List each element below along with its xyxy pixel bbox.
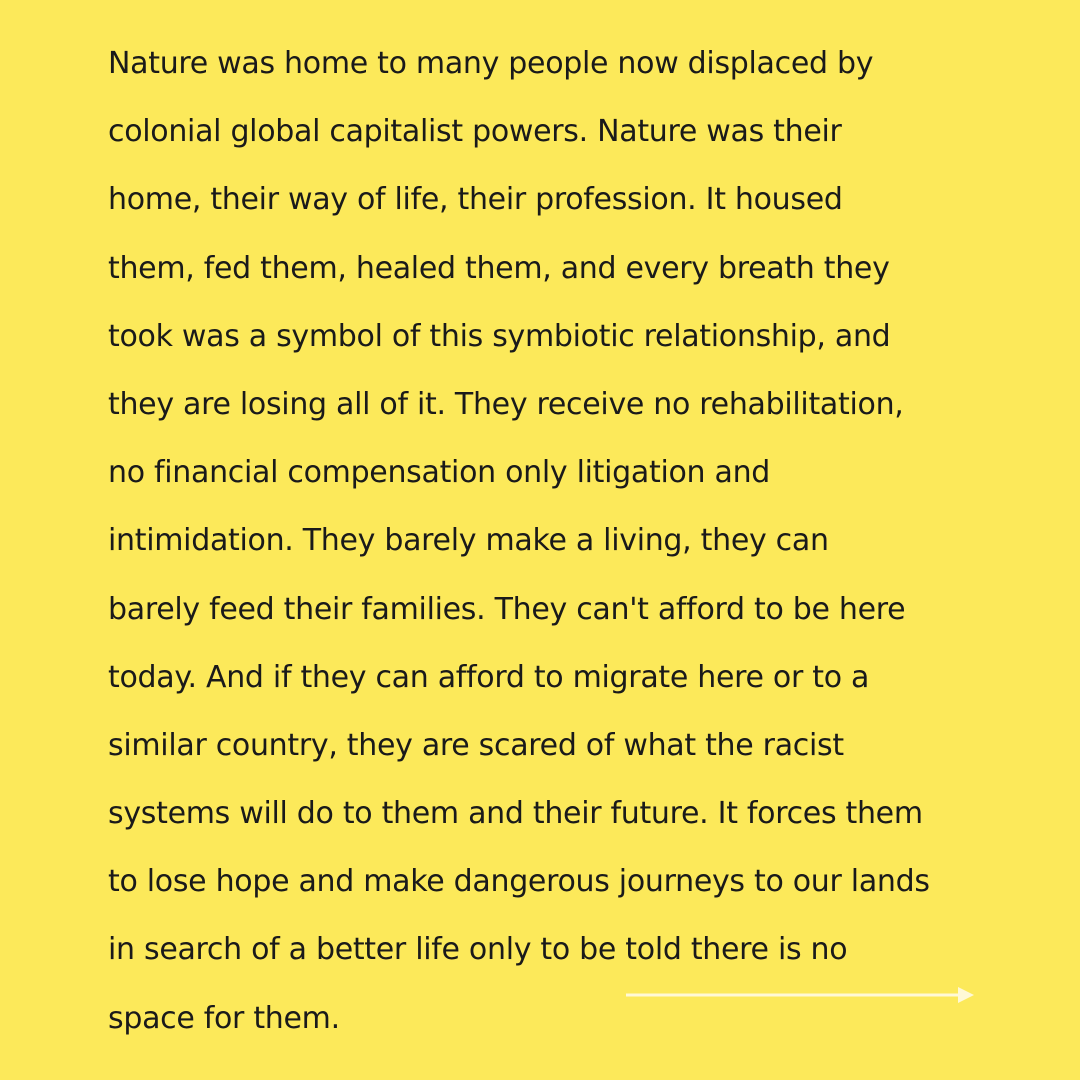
paragraph-line: Nature was home to many people now displaced by: [108, 46, 874, 81]
paragraph-line: took was a symbol of this symbiotic relationship, and: [108, 318, 891, 354]
paragraph-line: them, fed them, healed them, and every breath they: [108, 250, 890, 286]
paragraph-line: home, their way of life, their profession. It housed: [108, 182, 843, 218]
paragraph-line: today. And if they can afford to migrate here or to a: [108, 659, 870, 695]
paragraph-line: systems will do to them and their future. It forces them: [108, 796, 923, 832]
paragraph-line: in search of a better life only to be told there is no: [108, 932, 848, 968]
paragraph-line: space for them.: [108, 1000, 340, 1036]
arrow-right-icon: [626, 984, 976, 1006]
paragraph-line: colonial global capitalist powers. Nature was their: [108, 114, 842, 150]
paragraph-line: they are losing all of it. They receive no rehabilitation,: [108, 386, 904, 422]
paragraph-line: no financial compensation only litigation and: [108, 455, 771, 491]
paragraph-line: similar country, they are scared of what the racist: [108, 727, 844, 763]
paragraph-line: intimidation. They barely make a living, they can: [108, 523, 829, 559]
paragraph-line: barely feed their families. They can't afford to be here: [108, 591, 906, 627]
paragraph-line: to lose hope and make dangerous journeys to our lands: [108, 864, 930, 900]
next-slide-button[interactable]: [626, 984, 976, 1006]
paragraph: [108, 30, 988, 1053]
